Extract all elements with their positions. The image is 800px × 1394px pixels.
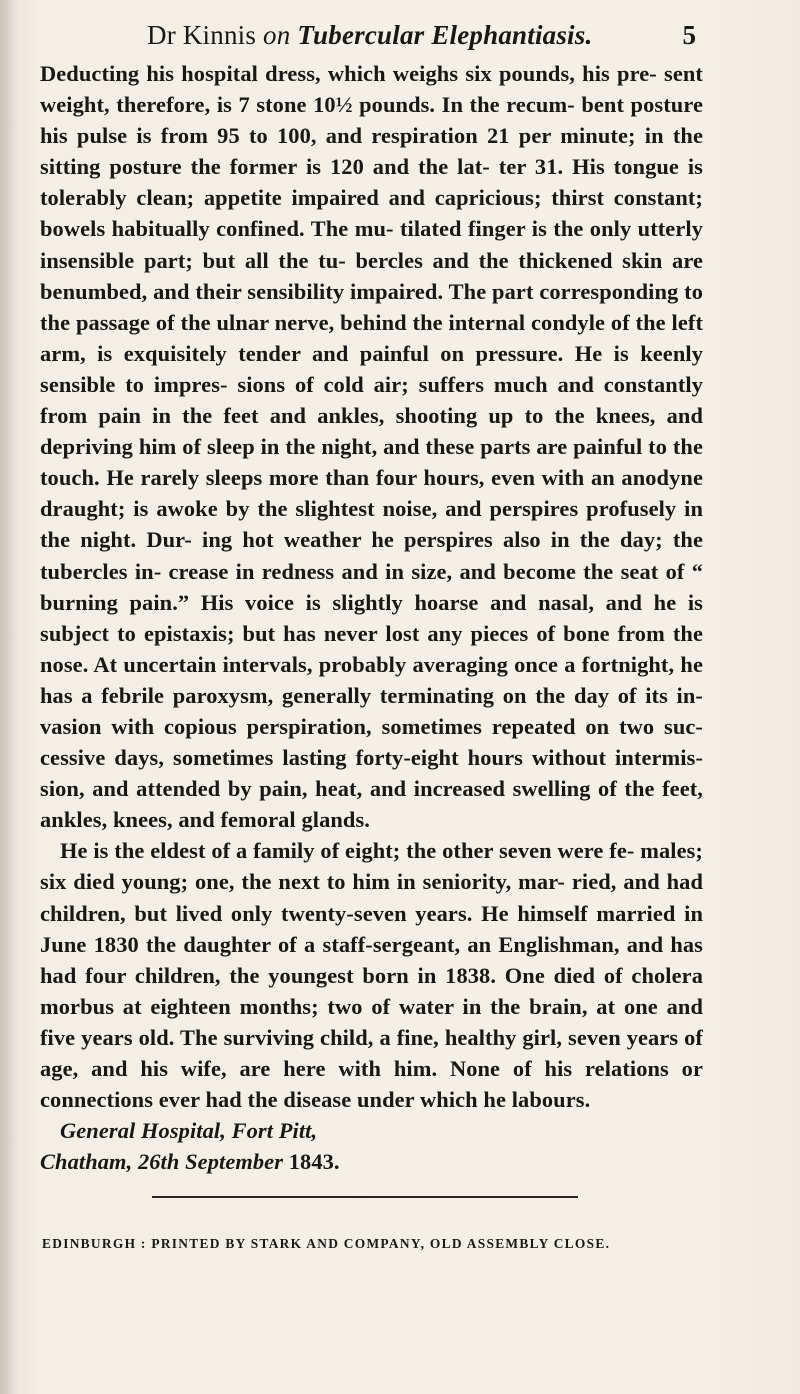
printer-imprint: EDINBURGH : PRINTED BY STARK AND COMPANY, OLD ASSEMBLY CLOSE. [42, 1236, 611, 1251]
running-title-on: on [263, 20, 291, 50]
page-number: 5 [682, 20, 696, 50]
running-header [0, 14, 800, 54]
signature-place: General Hospital, Fort Pitt, [60, 1118, 318, 1144]
paragraph-case-description: Deducting his hospital dress, which weighs six pounds, his pre- sent weight, therefore, is 7 stone 10½ pounds. In the recum- bent posture his pulse is from 95 to 100, and respiration 21 per minute; in the sitting posture the former is 120 and the lat- ter 31. His tongue is tolerably clean; appetite impaired and capricious; thirst constant; bowels habitually confined. The mu- tilated finger is the only utterly insensible part; but all the tu- bercles and the thickened skin are benumbed, and their sensibility impaired. The part corresponding to the passage of the ulnar nerve, behind the internal condyle of the left arm, is exquisitely tender and painful on pressure. He is keenly sensible to impres- sions of cold air; suffers much and constantly from pain in the feet and ankles, shooting up to the knees, and depriving him of sleep in the night, and these parts are painful to the touch. He rarely sleeps more than four hours, even with an anodyne draught; is awoke by the slightest noise, and perspires profusely in the night. Dur- ing hot weather he perspires also in the day; the tubercles in- crease in redness and in size, and become the seat of “ burning pain.” His voice is slightly hoarse and nasal, and he is subject to epistaxis; but has never lost any pieces of bone from the nose. At uncertain intervals, probably averaging once a fortnight, he has a febrile paroxysm, generally terminating on the day of its in- vasion with copious perspiration, sometimes repeated on two suc- cessive days, sometimes lasting forty-eight hours without intermis- sion, and attended by pain, heat, and increased swelling of the feet, ankles, knees, and femoral glands. [40, 61, 703, 833]
signature-year: 1843. [283, 1149, 340, 1175]
running-title-subject: Tubercular Elephantiasis. [290, 20, 593, 50]
running-title [147, 20, 592, 51]
signature-date-text: Chatham, 26th September [40, 1149, 284, 1175]
body-text [40, 58, 703, 1177]
imprint-rule [152, 1196, 578, 1198]
signature-date [40, 1146, 703, 1177]
page-gutter-shadow [0, 0, 18, 1394]
paragraph-family-history: He is the eldest of a family of eight; the other seven were fe- males; six died young; one, the next to him in seniority, mar- ried, and had children, but lived only twenty-seven years. He himself married in June 1830 the daughter of a staff-sergeant, an Englishman, and has had four children, the youngest born in 1838. One died of cholera morbus at eighteen months; two of water in the brain, at one and five years old. The surviving child, a fine, healthy girl, seven years of age, and his wife, are here with him. None of his relations or connections ever had the disease under which he labours. [40, 838, 703, 1113]
running-title-author: Dr Kinnis [147, 20, 263, 50]
